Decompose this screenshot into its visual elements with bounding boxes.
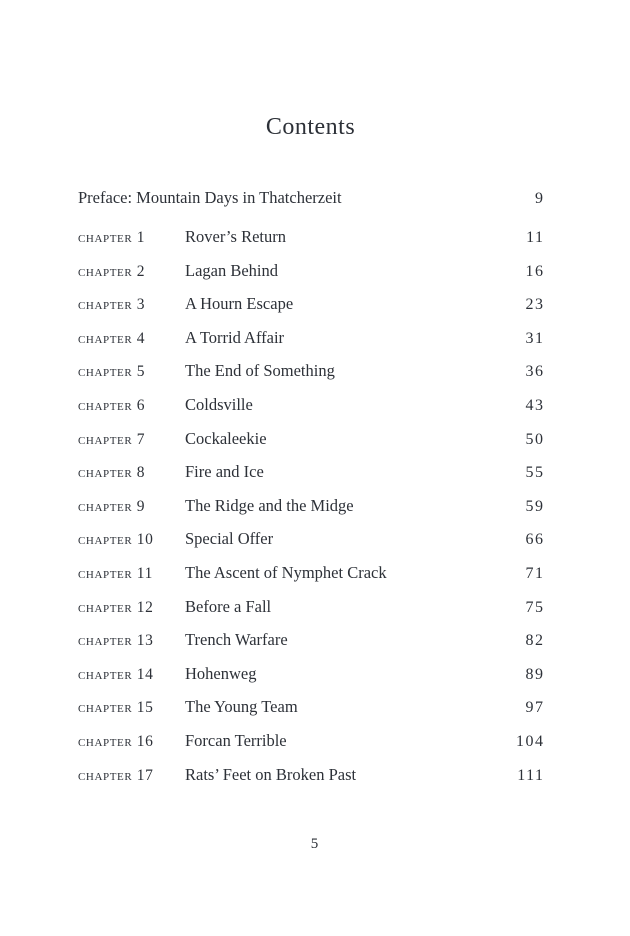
- chapter-page-number: 31: [525, 329, 545, 347]
- chapter-title: Hohenweg: [185, 663, 257, 683]
- chapter-label: chapter 4: [78, 329, 146, 347]
- chapter-page-number: 36: [525, 363, 545, 381]
- chapter-page-number: 66: [525, 531, 545, 549]
- chapter-title: Rover’s Return: [185, 227, 286, 246]
- toc-chapter-row: [78, 758, 543, 792]
- chapter-page-number: 97: [525, 699, 545, 717]
- chapter-label: chapter 8: [78, 464, 146, 482]
- toc-chapter-row: [78, 724, 543, 758]
- preface-page-number: 9: [535, 190, 545, 207]
- toc-chapter-row: [78, 321, 543, 355]
- chapter-page-number: 11: [526, 229, 545, 246]
- chapter-page-number: 75: [525, 598, 545, 616]
- chapter-title: Lagan Behind: [185, 260, 279, 280]
- toc-chapter-row: [78, 422, 543, 456]
- chapter-label: chapter 12: [78, 598, 154, 616]
- chapter-label: chapter 17: [78, 766, 154, 784]
- chapter-page-number: 59: [525, 497, 545, 515]
- toc-chapter-row: [78, 556, 543, 590]
- chapter-title: Coldsville: [185, 394, 253, 414]
- chapter-label: chapter 13: [78, 632, 154, 650]
- toc-chapter-row: [78, 287, 543, 321]
- chapter-page-number: 16: [525, 262, 545, 280]
- chapter-title: The Ridge and the Midge: [185, 495, 354, 515]
- folio-page-number: 5: [310, 836, 320, 852]
- toc-chapter-row: [78, 690, 543, 724]
- page-title: Contents: [265, 114, 356, 140]
- toc-chapter-row: [78, 489, 543, 523]
- chapter-page-number: 55: [525, 464, 545, 482]
- chapter-title: Special Offer: [185, 529, 274, 549]
- chapter-label: chapter 14: [78, 665, 154, 683]
- toc-preface-row: [78, 188, 543, 209]
- chapter-title: The Ascent of Nymphet Crack: [185, 562, 387, 582]
- chapter-title: Forcan Terrible: [185, 730, 287, 750]
- chapter-page-number: 50: [525, 430, 545, 448]
- chapter-title: Before a Fall: [185, 596, 272, 616]
- chapter-list: [78, 220, 543, 791]
- chapter-title: Fire and Ice: [185, 462, 264, 482]
- chapter-title: Rats’ Feet on Broken Past: [185, 764, 357, 784]
- chapter-title: A Hourn Escape: [185, 294, 294, 314]
- chapter-label: chapter 3: [78, 296, 146, 314]
- chapter-label: chapter 9: [78, 497, 146, 515]
- preface-title: Preface: Mountain Days in Thatcherzeit: [78, 188, 342, 207]
- chapter-label: chapter 16: [78, 732, 154, 750]
- chapter-page-number: 82: [525, 632, 545, 650]
- toc-chapter-row: [78, 657, 543, 691]
- chapter-label: chapter 10: [78, 531, 154, 549]
- chapter-page-number: 71: [525, 564, 545, 582]
- chapter-label: chapter 15: [78, 699, 154, 717]
- toc-chapter-row: [78, 623, 543, 657]
- toc-chapter-row: [78, 354, 543, 388]
- chapter-page-number: 111: [517, 766, 545, 784]
- chapter-title: The End of Something: [185, 361, 335, 381]
- chapter-title: Cockaleekie: [185, 428, 267, 448]
- chapter-page-number: 43: [525, 396, 545, 414]
- chapter-label: chapter 5: [78, 363, 146, 381]
- chapter-label: chapter 6: [78, 396, 146, 414]
- toc-chapter-row: [78, 590, 543, 624]
- chapter-title: A Torrid Affair: [185, 327, 285, 347]
- toc-chapter-row: [78, 254, 543, 288]
- chapter-page-number: 89: [525, 665, 545, 683]
- chapter-title: Trench Warfare: [185, 630, 288, 650]
- chapter-label: chapter 2: [78, 262, 146, 280]
- toc-chapter-row: [78, 455, 543, 489]
- chapter-page-number: 23: [525, 296, 545, 314]
- chapter-label: chapter 1: [78, 229, 146, 246]
- chapter-title: The Young Team: [185, 697, 298, 717]
- chapter-label: chapter 7: [78, 430, 146, 448]
- toc-content: [78, 0, 543, 791]
- toc-chapter-row: [78, 388, 543, 422]
- toc-chapter-row: [78, 522, 543, 556]
- chapter-label: chapter 11: [78, 564, 153, 582]
- chapter-page-number: 104: [516, 732, 545, 750]
- toc-chapter-row: [78, 220, 543, 254]
